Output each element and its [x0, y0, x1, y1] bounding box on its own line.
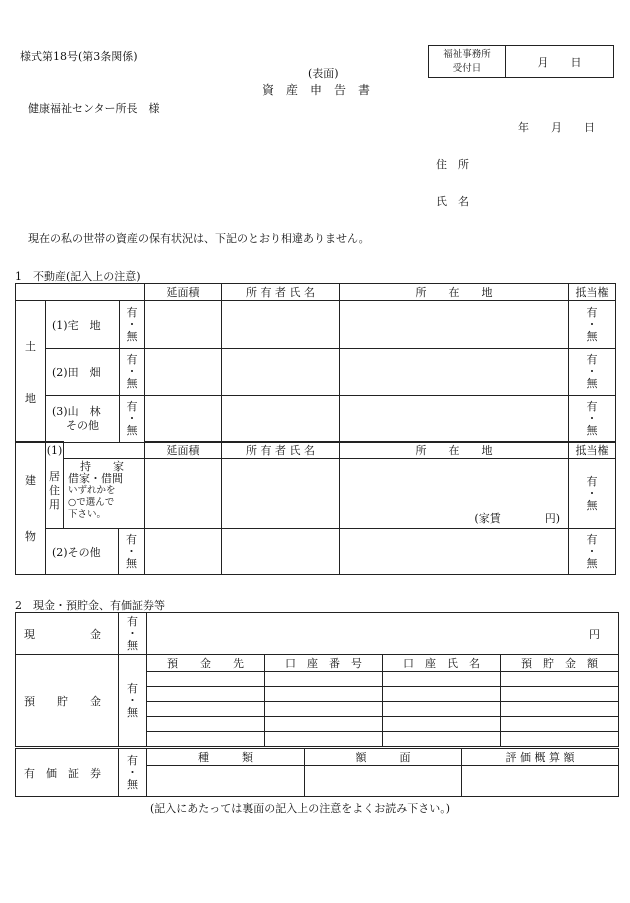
owner-field[interactable]	[222, 301, 340, 349]
header-location: 所 在 地	[340, 442, 569, 459]
section1-heading: 1 不動産(記入上の注意)	[15, 270, 141, 283]
header-type: 種 類	[147, 749, 305, 766]
mortgage-toggle[interactable]: 有 ・ 無	[569, 396, 616, 443]
deposits-label: 預 貯 金	[16, 655, 119, 747]
page-title: 資 産 申 告 書	[262, 83, 371, 97]
yes-no-toggle[interactable]: 有 ・ 無	[119, 613, 147, 655]
receipt-label-2: 受付日	[452, 62, 482, 74]
cash-amount-field[interactable]: 円	[147, 613, 619, 655]
building-row-residence	[16, 459, 616, 529]
yes-no-toggle[interactable]: 有 ・ 無	[119, 749, 147, 797]
deposits-table	[15, 654, 619, 747]
name-label: 氏 名	[436, 195, 469, 208]
header-area: 延面積	[145, 284, 222, 301]
rent-field[interactable]: (家賃 円)	[340, 459, 569, 529]
residence-label: (1) 居 住 用	[46, 442, 64, 529]
header-account-number: 口 座 番 号	[265, 655, 383, 672]
header-location: 所 在 地	[340, 284, 569, 301]
mortgage-toggle[interactable]: 有 ・ 無	[569, 529, 616, 575]
header-mortgage: 抵当権	[569, 442, 616, 459]
securities-label: 有 価 証 券	[16, 749, 119, 797]
header-estimated-value: 評 価 概 算 額	[462, 749, 619, 766]
securities-table	[15, 748, 619, 797]
yes-no-toggle[interactable]: 有 ・ 無	[120, 396, 145, 443]
receipt-box	[428, 45, 614, 78]
location-field[interactable]	[340, 529, 569, 575]
area-field[interactable]	[145, 459, 222, 529]
real-estate-table	[15, 283, 616, 443]
area-field[interactable]	[145, 396, 222, 443]
date-line[interactable]: 年 月 日	[518, 121, 595, 134]
declaration-text: 現在の私の世帯の資産の保有状況は、下記のとおり相違ありません。	[28, 232, 370, 245]
area-field[interactable]	[145, 529, 222, 575]
mortgage-toggle[interactable]: 有 ・ 無	[569, 301, 616, 349]
location-field[interactable]	[340, 396, 569, 443]
land-type-label: (3)山 林 その他	[46, 396, 120, 443]
other-building-label: (2)その他	[52, 545, 101, 559]
yes-no-toggle[interactable]: 有 ・ 無	[118, 529, 144, 574]
owner-field[interactable]	[222, 396, 340, 443]
land-type-label: (1)宅 地	[46, 301, 120, 349]
header-account-name: 口 座 氏 名	[383, 655, 501, 672]
building-label: 建 物	[16, 442, 46, 575]
cash-row	[16, 613, 619, 655]
addressee: 健康福祉センター所長 様	[28, 102, 160, 115]
yes-no-toggle[interactable]: 有 ・ 無	[120, 349, 145, 396]
residence-type-select[interactable]: 持 家 借家・借間 いずれかを ○で選んで 下さい。	[64, 459, 145, 529]
building-row-other	[16, 529, 616, 575]
cash-label: 現 金	[16, 613, 119, 655]
header-mortgage: 抵当権	[569, 284, 616, 301]
header-balance: 預 貯 金 額	[501, 655, 619, 672]
land-type-label: (2)田 畑	[46, 349, 120, 396]
header-area: 延面積	[145, 442, 222, 459]
header-bank: 預 金 先	[147, 655, 265, 672]
yes-no-toggle[interactable]: 有 ・ 無	[120, 301, 145, 349]
receipt-label: 福祉事務所	[443, 48, 491, 60]
owner-field[interactable]	[222, 349, 340, 396]
address-label: 住 所	[436, 158, 469, 171]
building-table	[15, 441, 616, 575]
section2-heading: 2 現金・預貯金、有価証券等	[15, 599, 165, 612]
land-row-residential	[16, 301, 616, 349]
header-owner: 所 有 者 氏 名	[222, 442, 340, 459]
area-field[interactable]	[145, 349, 222, 396]
land-row-farmland	[16, 349, 616, 396]
form-number: 様式第18号(第3条関係)	[20, 50, 138, 63]
owner-field[interactable]	[222, 529, 340, 575]
receipt-date-field[interactable]: 月 日	[506, 46, 614, 78]
mortgage-toggle[interactable]: 有 ・ 無	[569, 459, 616, 529]
header-face-value: 額 面	[305, 749, 462, 766]
yes-no-toggle[interactable]: 有 ・ 無	[119, 655, 147, 747]
header-owner: 所 有 者 氏 名	[222, 284, 340, 301]
cash-table	[15, 612, 619, 655]
side-label: (表面)	[308, 67, 339, 80]
mortgage-toggle[interactable]: 有 ・ 無	[569, 349, 616, 396]
owner-field[interactable]	[222, 459, 340, 529]
land-row-forest	[16, 396, 616, 443]
area-field[interactable]	[145, 301, 222, 349]
location-field[interactable]	[340, 349, 569, 396]
land-label: 土 地	[16, 301, 46, 443]
footer-note: (記入にあたっては裏面の記入上の注意をよくお読み下さい。)	[150, 802, 451, 815]
location-field[interactable]	[340, 301, 569, 349]
